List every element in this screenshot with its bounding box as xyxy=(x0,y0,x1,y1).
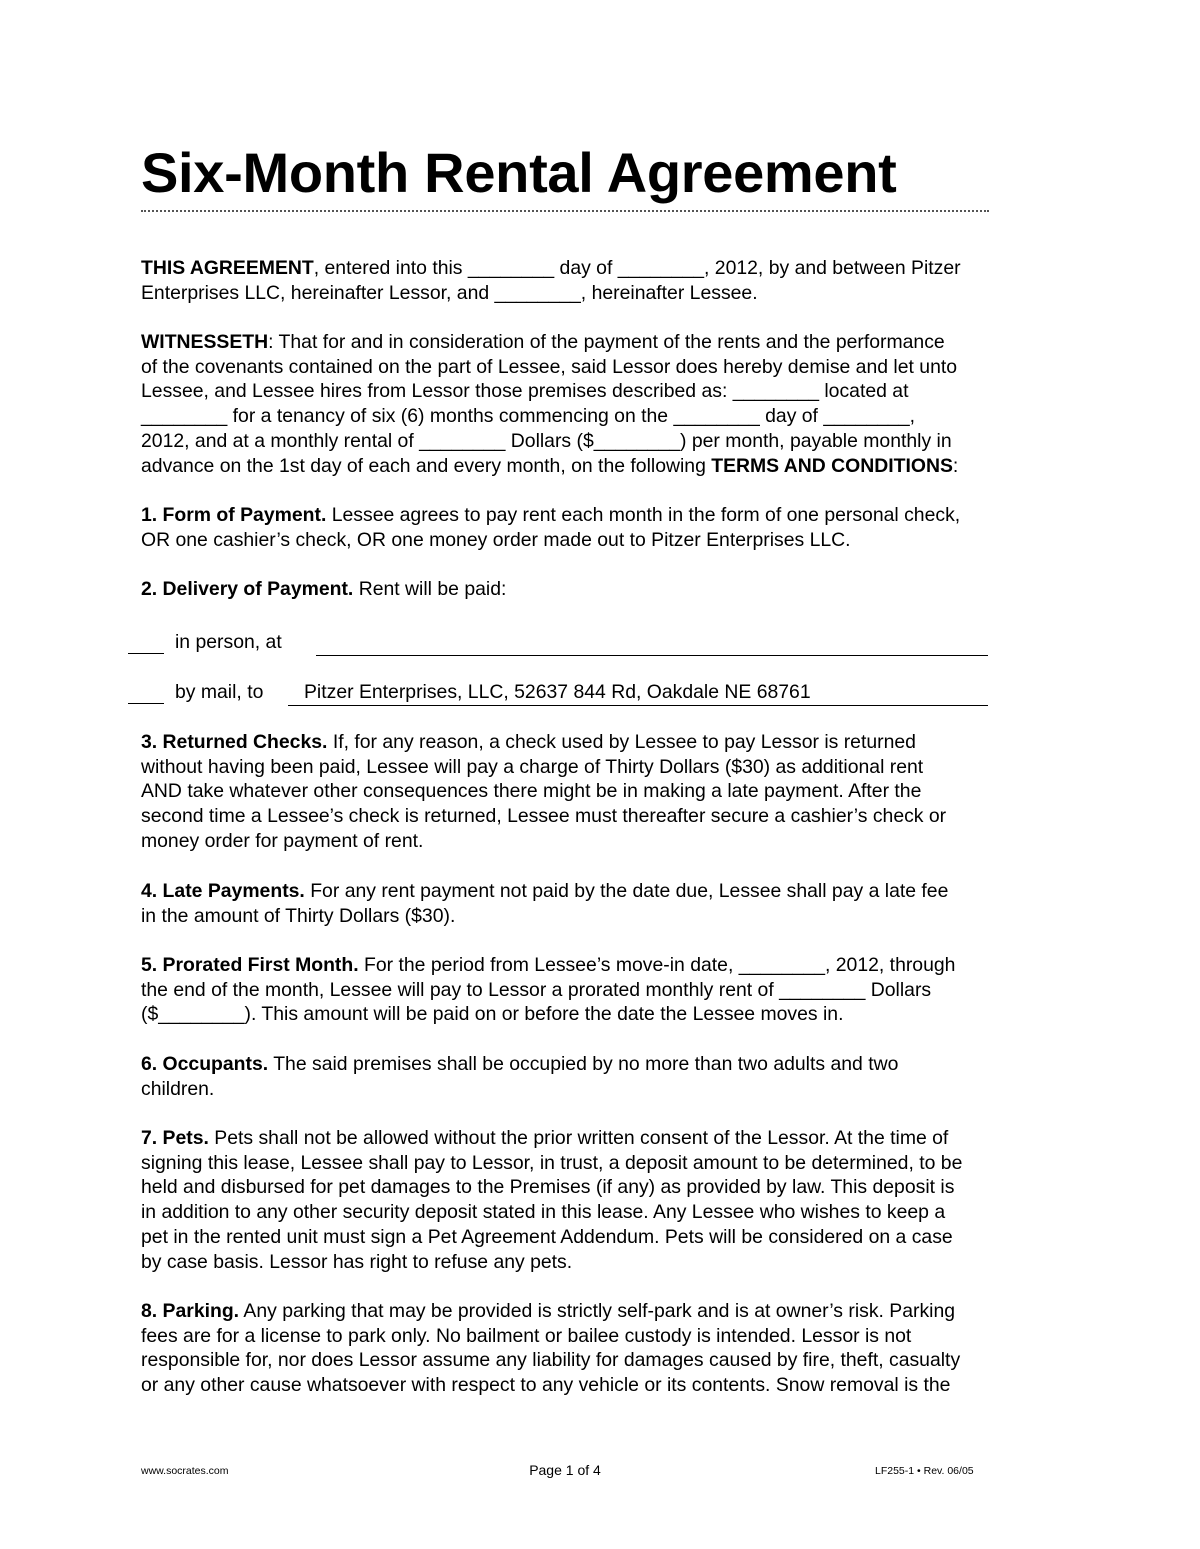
section-7-line-6: by case basis. Lessor has right to refuse any pets. xyxy=(141,1250,573,1273)
section-7-line-3: held and disbursed for pet damages to the Premises (if any) as provided by law. This deposit is xyxy=(141,1176,955,1199)
delivery-address-value: Pitzer Enterprises, LLC, 52637 844 Rd, Oakdale NE 68761 xyxy=(304,681,811,703)
section-3-line-1 xyxy=(141,730,1071,755)
delivery-option-label: in person, at xyxy=(175,631,282,653)
witnesseth-text-1: : That for and in consideration of the payment of the rents and the performance xyxy=(268,331,945,353)
terms-and-conditions-heading: TERMS AND CONDITIONS xyxy=(711,454,953,477)
footer-website: www.socrates.com xyxy=(141,1465,229,1477)
section-8-text-1: Any parking that may be provided is strictly self-park and is at owner’s risk. Parking xyxy=(239,1300,956,1322)
delivery-option-by-mail xyxy=(128,679,988,705)
witnesseth-paragraph xyxy=(141,330,1071,478)
intro-lead: THIS AGREEMENT xyxy=(141,257,314,279)
section-5-line-1 xyxy=(141,953,1071,978)
section-3-line-4: second time a Lessee’s check is returned, Lessee must thereafter secure a cashier’s check or xyxy=(141,805,947,828)
section-2-text-1: Rent will be paid: xyxy=(353,578,507,600)
witnesseth-end: : xyxy=(952,454,959,477)
section-3-line-2: without having been paid, Lessee will pay a charge of Thirty Dollars ($30) as additional rent xyxy=(141,755,924,778)
section-2-line-1 xyxy=(141,577,1071,602)
section-1-text-1: Lessee agrees to pay rent each month in the form of one personal check, xyxy=(326,504,961,526)
section-7-heading: 7. Pets. xyxy=(141,1127,209,1149)
section-4-heading: 4. Late Payments. xyxy=(141,880,305,902)
section-prorated-first-month xyxy=(141,953,1071,1027)
section-5-line-2: the end of the month, Lessee will pay to Lessor a prorated monthly rent of ________ Dollars xyxy=(141,978,932,1001)
witnesseth-line-2: of the covenants contained on the part of Lessee, said Lessor does hereby demise and let unto xyxy=(141,355,958,378)
section-5-heading: 5. Prorated First Month. xyxy=(141,954,359,976)
section-7-line-5: pet in the rented unit must sign a Pet Agreement Addendum. Pets will be considered on a case xyxy=(141,1225,953,1248)
section-7-line-2: signing this lease, Lessee shall pay to Lessor, in trust, a deposit amount to be determined, to be xyxy=(141,1151,963,1174)
delivery-checkbox-blank[interactable] xyxy=(128,703,164,704)
section-3-line-3: AND take whatever other consequences there might be in making a late payment. After the xyxy=(141,780,922,803)
delivery-option-in-person xyxy=(128,629,988,655)
witnesseth-line-4: ________ for a tenancy of six (6) months commencing on the ________ day of ________, xyxy=(141,405,915,428)
section-3-line-5: money order for payment of rent. xyxy=(141,829,424,852)
document-title: Six-Month Rental Agreement xyxy=(141,141,897,204)
intro-line-1 xyxy=(141,256,1071,281)
section-4-text-1: For any rent payment not paid by the date due, Lessee shall pay a late fee xyxy=(304,880,949,902)
section-8-line-4: or any other cause whatsoever with respect to any vehicle or its contents. Snow removal is the xyxy=(141,1374,951,1397)
intro-paragraph xyxy=(141,256,1071,305)
section-6-heading: 6. Occupants. xyxy=(141,1053,269,1075)
section-form-of-payment xyxy=(141,503,1071,552)
section-5-line-3: ($________). This amount will be paid on or before the date the Lessee moves in. xyxy=(141,1003,844,1026)
section-delivery-of-payment xyxy=(141,577,1071,602)
section-7-line-4: in addition to any other security deposit stated in this lease. Any Lessee who wishes to keep a xyxy=(141,1201,946,1224)
section-3-text-1: If, for any reason, a check used by Lessee to pay Lessor is returned xyxy=(327,731,916,753)
section-6-line-1 xyxy=(141,1052,1071,1077)
section-4-line-2: in the amount of Thirty Dollars ($30). xyxy=(141,904,456,927)
section-6-line-2: children. xyxy=(141,1077,215,1100)
footer-page-number: Page 1 of 4 xyxy=(529,1462,601,1478)
witnesseth-line-1 xyxy=(141,330,1071,355)
section-parking xyxy=(141,1299,1071,1398)
witnesseth-lead: WITNESSETH xyxy=(141,331,269,353)
witnesseth-line-3: Lessee, and Lessee hires from Lessor those premises described as: ________ located at xyxy=(141,380,909,403)
section-1-line-1 xyxy=(141,503,1071,528)
witnesseth-text-6: advance on the 1st day of each and every month, on the following xyxy=(141,454,712,477)
intro-text-1: , entered into this ________ day of ________, 2012, by and between Pitzer xyxy=(313,257,961,279)
section-6-text-1: The said premises shall be occupied by no more than two adults and two xyxy=(268,1053,899,1075)
witnesseth-line-5: 2012, and at a monthly rental of ________ Dollars ($________) per month, payable monthly in xyxy=(141,429,952,452)
section-5-text-1: For the period from Lessee’s move-in date, ________, 2012, through xyxy=(358,954,956,976)
section-8-line-2: fees are for a license to park only. No bailment or bailee custody is intended. Lessor is not xyxy=(141,1324,912,1347)
section-1-line-2: OR one cashier’s check, OR one money order made out to Pitzer Enterprises LLC. xyxy=(141,528,851,551)
section-returned-checks xyxy=(141,730,1071,854)
section-8-line-3: responsible for, nor does Lessor assume any liability for damages caused by fire, theft, casualty xyxy=(141,1349,961,1372)
section-7-text-1: Pets shall not be allowed without the prior written consent of the Lessor. At the time of xyxy=(208,1127,949,1149)
section-3-heading: 3. Returned Checks. xyxy=(141,731,328,753)
section-pets xyxy=(141,1126,1071,1274)
title-divider xyxy=(141,210,989,212)
section-4-line-1 xyxy=(141,879,1071,904)
witnesseth-line-6 xyxy=(141,454,1071,479)
delivery-checkbox-blank[interactable] xyxy=(128,653,164,654)
delivery-option-label: by mail, to xyxy=(175,681,264,703)
section-late-payments xyxy=(141,879,1071,928)
section-1-heading: 1. Form of Payment. xyxy=(141,504,327,526)
section-8-line-1 xyxy=(141,1299,1071,1324)
delivery-address-field[interactable] xyxy=(316,629,988,656)
section-2-heading: 2. Delivery of Payment. xyxy=(141,578,354,600)
footer-form-number: LF255-1 • Rev. 06/05 xyxy=(875,1465,974,1477)
section-occupants xyxy=(141,1052,1071,1101)
section-8-heading: 8. Parking. xyxy=(141,1300,240,1322)
intro-line-2: Enterprises LLC, hereinafter Lessor, and ________, hereinafter Lessee. xyxy=(141,281,758,304)
section-7-line-1 xyxy=(141,1126,1071,1151)
